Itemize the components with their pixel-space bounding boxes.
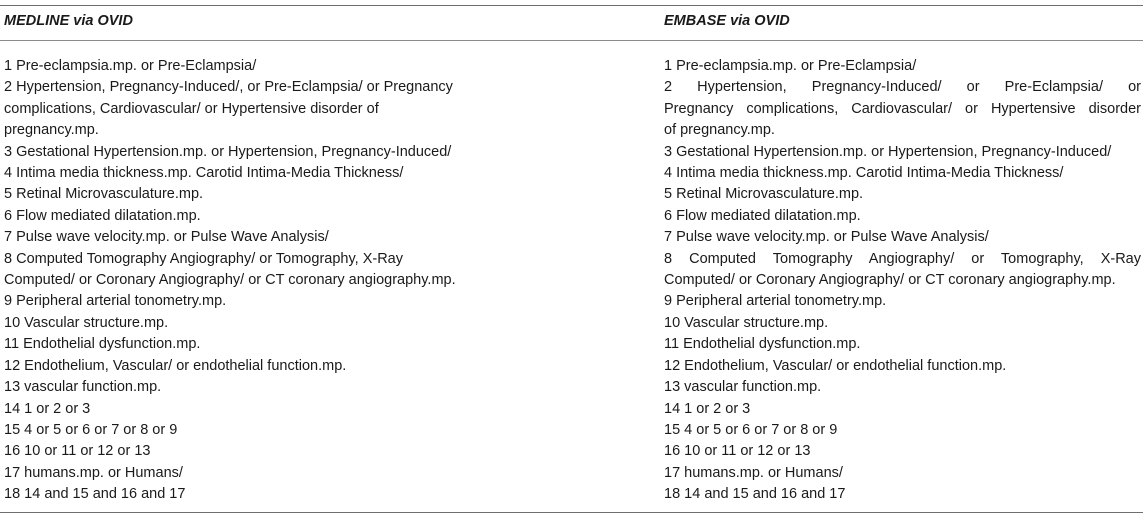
embase-search-strategy xyxy=(664,56,1141,506)
medline-line-13: 10 Vascular structure.mp. xyxy=(4,314,169,331)
embase-line-18: 15 4 or 5 or 6 or 7 or 8 or 9 xyxy=(664,421,838,438)
medline-line-7: 5 Retinal Microvasculature.mp. xyxy=(4,186,204,203)
column-header-medline: MEDLINE via OVID xyxy=(4,13,133,29)
embase-line-19: 16 10 or 11 or 12 or 13 xyxy=(664,443,811,460)
medline-line-12: 9 Peripheral arterial tonometry.mp. xyxy=(4,293,227,310)
medline-line-5: 3 Gestational Hypertension.mp. or Hypertension, Pregnancy-Induced/ xyxy=(4,143,452,160)
header-divider-rule xyxy=(0,40,1143,41)
medline-line-19: 16 10 or 11 or 12 or 13 xyxy=(4,443,151,460)
embase-line-4: of pregnancy.mp. xyxy=(664,122,775,139)
medline-line-21: 18 14 and 15 and 16 and 17 xyxy=(4,486,186,503)
embase-line-9: 7 Pulse wave velocity.mp. or Pulse Wave Analysis/ xyxy=(664,229,989,246)
medline-line-3: complications, Cardiovascular/ or Hypertensive disorder of xyxy=(4,100,379,117)
medline-line-10: 8 Computed Tomography Angiography/ or Tomography, X-Ray xyxy=(4,250,403,267)
embase-line-20: 17 humans.mp. or Humans/ xyxy=(664,464,843,481)
embase-line-17: 14 1 or 2 or 3 xyxy=(664,400,751,417)
column-header-embase: EMBASE via OVID xyxy=(664,13,790,29)
medline-line-15: 12 Endothelium, Vascular/ or endothelial function.mp. xyxy=(4,357,347,374)
medline-line-8: 6 Flow mediated dilatation.mp. xyxy=(4,207,201,224)
medline-line-9: 7 Pulse wave velocity.mp. or Pulse Wave Analysis/ xyxy=(4,229,329,246)
medline-line-17: 14 1 or 2 or 3 xyxy=(4,400,91,417)
embase-line-15: 12 Endothelium, Vascular/ or endothelial function.mp. xyxy=(664,357,1007,374)
embase-line-7: 5 Retinal Microvasculature.mp. xyxy=(664,186,864,203)
medline-line-16: 13 vascular function.mp. xyxy=(4,379,162,396)
medline-line-2: 2 Hypertension, Pregnancy-Induced/, or Pre-Eclampsia/ or Pregnancy xyxy=(4,79,453,96)
medline-line-18: 15 4 or 5 or 6 or 7 or 8 or 9 xyxy=(4,421,178,438)
embase-line-1: 1 Pre-eclampsia.mp. or Pre-Eclampsia/ xyxy=(664,58,917,74)
medline-search-strategy xyxy=(4,56,479,506)
medline-line-6: 4 Intima media thickness.mp. Carotid Intima-Media Thickness/ xyxy=(4,165,404,182)
embase-line-13: 10 Vascular structure.mp. xyxy=(664,314,829,331)
embase-line-12: 9 Peripheral arterial tonometry.mp. xyxy=(664,293,887,310)
embase-line-6: 4 Intima media thickness.mp. Carotid Intima-Media Thickness/ xyxy=(664,165,1064,182)
embase-line-3: Pregnancy complications, Cardiovascular/ or Hypertensive disorder xyxy=(664,100,1141,117)
embase-line-16: 13 vascular function.mp. xyxy=(664,379,822,396)
medline-line-4: pregnancy.mp. xyxy=(4,122,99,139)
medline-line-14: 11 Endothelial dysfunction.mp. xyxy=(4,336,201,353)
medline-line-20: 17 humans.mp. or Humans/ xyxy=(4,464,183,481)
embase-line-2: 2 Hypertension, Pregnancy-Induced/ or Pre-Eclampsia/ or xyxy=(664,79,1141,96)
medline-line-11: Computed/ or Coronary Angiography/ or CT coronary angiography.mp. xyxy=(4,272,456,289)
embase-line-10: 8 Computed Tomography Angiography/ or Tomography, X-Ray xyxy=(664,250,1141,267)
embase-line-14: 11 Endothelial dysfunction.mp. xyxy=(664,336,861,353)
medline-line-1: 1 Pre-eclampsia.mp. or Pre-Eclampsia/ xyxy=(4,58,257,74)
embase-line-11: Computed/ or Coronary Angiography/ or CT coronary angiography.mp. xyxy=(664,272,1116,289)
embase-line-21: 18 14 and 15 and 16 and 17 xyxy=(664,486,846,503)
table-bottom-rule xyxy=(0,512,1143,513)
table-top-rule xyxy=(0,5,1143,6)
embase-line-8: 6 Flow mediated dilatation.mp. xyxy=(664,207,861,224)
embase-line-5: 3 Gestational Hypertension.mp. or Hypertension, Pregnancy-Induced/ xyxy=(664,143,1112,160)
